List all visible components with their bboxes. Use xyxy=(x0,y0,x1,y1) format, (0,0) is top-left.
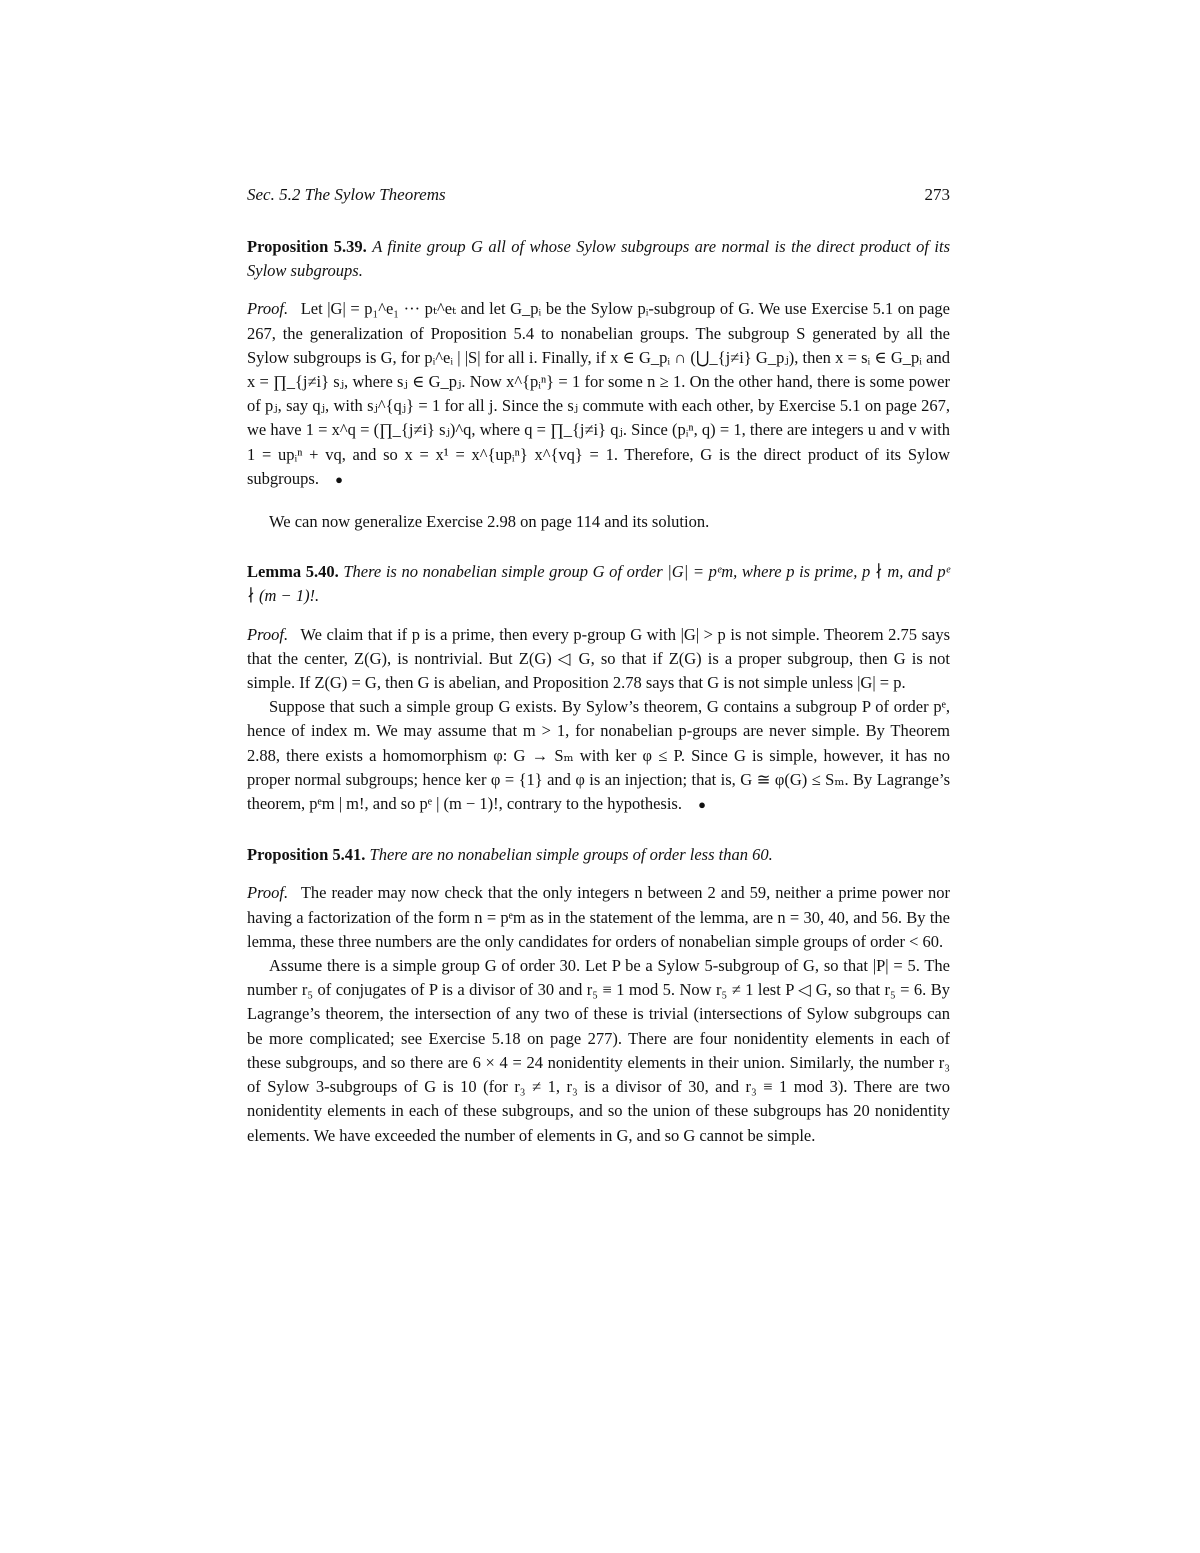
lemma-5-40 xyxy=(247,560,950,608)
proof-label: Proof. xyxy=(247,299,289,319)
lemma-heading: Lemma 5.40. xyxy=(247,562,339,582)
lemma-statement: There is no nonabelian simple group G of order |G| = pᵉm, where p is prime, p ∤ m, and pᵉ ∤ (m − 1)!. xyxy=(247,562,950,606)
proof-label: Proof. xyxy=(247,624,289,644)
proof-text: Assume there is a simple group G of order 30. Let P be a Sylow 5-subgroup of G, so that |P| = 5. The number r₅ of conjugates of P is a divisor of 30 and r₅ ≡ 1 mod 5. Now r₅ ≠ 1 lest P ◁ G, so that r₅ = 6. By Lagrange’s theorem, the intersection of any two of these is trivial (intersections of Sylow subgroups can be more complicated; see Exercise 5.18 on page 277). There are four nonidentity elements in each of these subgroups, and so there are 6 × 4 = 24 nonidentity elements in their union. Similarly, the number r₃ of Sylow 3-subgroups of G is 10 (for r₃ ≠ 1, r₃ is a divisor of 30, and r₃ ≡ 1 mod 3). There are two nonidentity elements in each of these subgroups, and so the union of these subgroups has 20 nonidentity elements. We have exceeded the number of elements in G, and so G cannot be simple. xyxy=(247,956,950,1145)
qed-symbol: ● xyxy=(335,471,343,487)
proposition-heading: Proposition 5.41. xyxy=(247,845,366,865)
running-head xyxy=(247,185,950,205)
proof-text: Suppose that such a simple group G exists. By Sylow’s theorem, G contains a subgroup P of order pᵉ, hence of index m. We may assume that m > 1, for nonabelian p-groups are never simple. By Theorem 2.88, there exists a homomorphism φ: G → Sₘ with ker φ ≤ P. Since G is simple, however, it has no proper normal subgroups; hence ker φ = {1} and φ is an injection; that is, G ≅ φ(G) ≤ Sₘ. By Lagrange’s theorem, pᵉm | m!, and so pᵉ | (m − 1)!, contrary to the hypothesis. xyxy=(247,697,950,814)
proof-5-39 xyxy=(247,297,950,492)
proof-5-40-part-2 xyxy=(247,695,950,817)
proposition-heading: Proposition 5.39. xyxy=(247,237,367,256)
proof-text: Let |G| = p₁^e₁ ··· pₜ^eₜ and let G_pᵢ be the Sylow pᵢ-subgroup of G. We use Exercise 5.1 on page 267, the generalization of Proposition 5.4 to nonabelian groups. The subgroup S generated by all the Sylow subgroups is G, for pᵢ^eᵢ | |S| for all i. Finally, if x ∈ G_pᵢ ∩ (⋃_{j≠i} G_pⱼ), then x = sᵢ ∈ G_pᵢ and x = ∏_{j≠i} sⱼ, where sⱼ ∈ G_pⱼ. Now x^{pᵢⁿ} = 1 for some n ≥ 1. On the other hand, there is some power of pⱼ, say qⱼ, with sⱼ^{qⱼ} = 1 for all j. Since the sⱼ commute with each other, by Exercise 5.1 on page 267, we have 1 = x^q = (∏_{j≠i} sⱼ)^q, where q = ∏_{j≠i} qⱼ. Since (pᵢⁿ, q) = 1, there are integers u and v with 1 = upᵢⁿ + vq, and so x = x¹ = x^{upᵢⁿ} x^{vq} = 1. Therefore, G is the direct product of its Sylow subgroups. xyxy=(247,299,950,488)
proof-5-41-part-2 xyxy=(247,954,950,1148)
page-number: 273 xyxy=(924,185,950,204)
transition-paragraph: We can now generalize Exercise 2.98 on page 114 and its solution. xyxy=(269,512,710,532)
section-title: Sec. 5.2 The Sylow Theorems xyxy=(247,185,446,204)
proof-text: The reader may now check that the only integers n between 2 and 59, neither a prime power nor having a factorization of the form n = pᵉm as in the statement of the lemma, are n = 30, 40, and 56. By the lemma, these three numbers are the only candidates for orders of nonabelian simple groups of order < 60. xyxy=(247,883,951,951)
qed-symbol: ● xyxy=(698,797,706,813)
proof-label: Proof. xyxy=(247,883,289,903)
proof-text: We claim that if p is a prime, then every p-group G with |G| > p is not simple. Theorem 2.75 says that the center, Z(G), is nontrivial. But Z(G) ◁ G, so that if Z(G) is a proper subgroup, then G is not simple. If Z(G) = G, then G is abelian, and Proposition 2.78 says that G is not simple unless |G| = p. xyxy=(247,624,950,693)
proposition-statement: A finite group G all of whose Sylow subgroups are normal is the direct product of its Sylow subgroups. xyxy=(247,237,951,281)
proposition-statement: There are no nonabelian simple groups of order less than 60. xyxy=(369,845,773,865)
proposition-5-39 xyxy=(247,235,950,283)
proof-5-41-part-1 xyxy=(247,881,950,954)
page-content xyxy=(247,185,950,1148)
proposition-5-41 xyxy=(247,843,950,867)
proof-5-40-part-1 xyxy=(247,623,950,696)
